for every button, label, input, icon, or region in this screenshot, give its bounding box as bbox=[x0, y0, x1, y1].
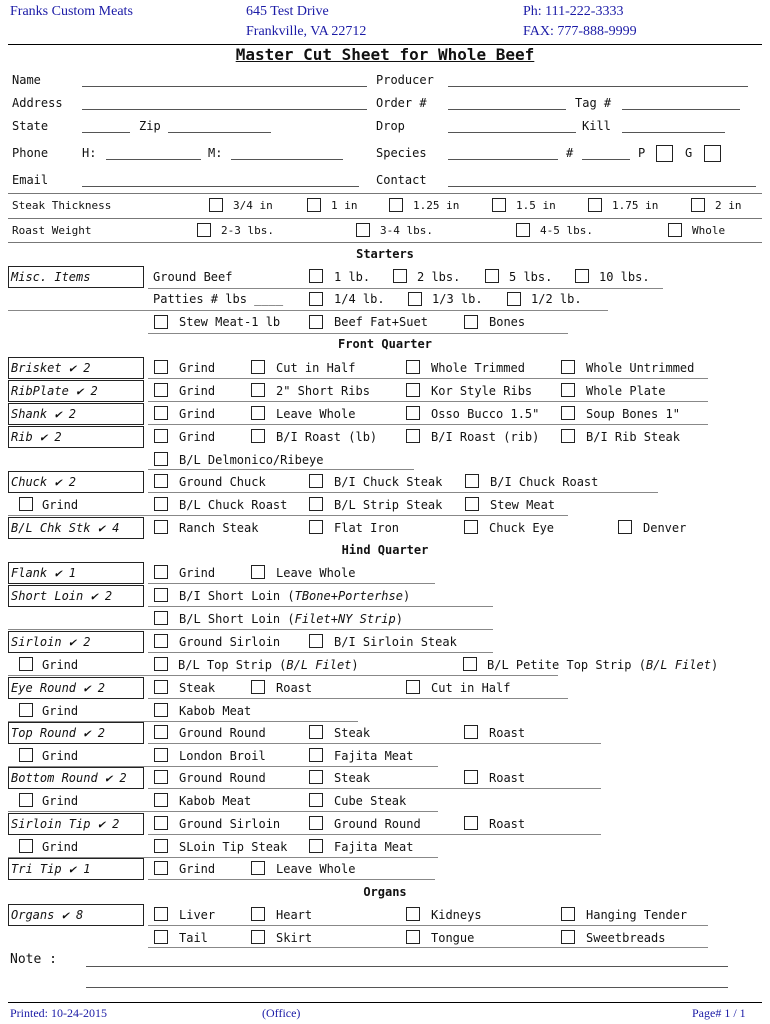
row-rule bbox=[8, 675, 558, 676]
hanging-tender-checkbox[interactable] bbox=[561, 907, 575, 921]
option-label: B/I Rib Steak bbox=[586, 430, 680, 444]
delmonico-checkbox[interactable] bbox=[154, 452, 168, 466]
row-rule bbox=[148, 492, 658, 493]
address-label: Address bbox=[12, 96, 63, 110]
top-round-fajita-checkbox[interactable] bbox=[309, 748, 323, 762]
beef-fat-checkbox[interactable] bbox=[309, 315, 323, 329]
section-starters: Starters bbox=[356, 247, 414, 261]
address-line-2: Frankville, VA 22712 bbox=[246, 24, 367, 39]
option-label: Grind bbox=[179, 361, 216, 375]
flank-grind-checkbox[interactable] bbox=[154, 565, 168, 579]
option-label: Kidneys bbox=[431, 908, 482, 922]
gb-option-label: 2 lbs. bbox=[417, 270, 461, 284]
row-rule bbox=[148, 288, 663, 289]
row-rule bbox=[148, 834, 601, 835]
gb-5lb-checkbox[interactable] bbox=[485, 269, 499, 283]
option-label: Kor Style Ribs bbox=[431, 384, 533, 398]
option-label: B/L Petite Top Strip (B/L Filet) bbox=[487, 658, 719, 672]
shank-label: Shank ✔ 2 bbox=[8, 403, 144, 425]
rib-roast-rib-checkbox[interactable] bbox=[406, 429, 420, 443]
state-label: State bbox=[12, 119, 49, 133]
bottom-round-steak-checkbox[interactable] bbox=[309, 770, 323, 784]
option-label: Flat Iron bbox=[334, 521, 400, 535]
eye-round-cut-half-checkbox[interactable] bbox=[406, 680, 420, 694]
row-rule bbox=[148, 469, 414, 470]
liver-checkbox[interactable] bbox=[154, 907, 168, 921]
row-rule bbox=[148, 788, 601, 789]
option-label: Cube Steak bbox=[334, 794, 407, 808]
thickness-1-25-checkbox[interactable] bbox=[389, 198, 403, 212]
zip-field[interactable] bbox=[168, 132, 271, 133]
order-field[interactable] bbox=[448, 109, 566, 110]
bl-short-loin-checkbox[interactable] bbox=[154, 611, 168, 625]
thickness-option-label: 3/4 in bbox=[233, 199, 273, 212]
stew-meat-label: Stew Meat-1 lb bbox=[179, 315, 281, 329]
ribplate-label: RibPlate ✔ 2 bbox=[8, 380, 144, 402]
ribplate-whole-plate-checkbox[interactable] bbox=[561, 383, 575, 397]
kidneys-checkbox[interactable] bbox=[406, 907, 420, 921]
divider bbox=[8, 193, 762, 194]
organs-label: Organs ✔ 8 bbox=[8, 904, 144, 926]
option-label: Sweetbreads bbox=[586, 931, 666, 945]
bi-short-loin-checkbox[interactable] bbox=[154, 588, 168, 602]
rib-label: Rib ✔ 2 bbox=[8, 426, 144, 448]
thickness-option-label: 1 in bbox=[331, 199, 358, 212]
option-label: B/I Sirloin Steak bbox=[334, 635, 457, 649]
gb-2lb-checkbox[interactable] bbox=[393, 269, 407, 283]
eye-round-steak-checkbox[interactable] bbox=[154, 680, 168, 694]
row-rule bbox=[8, 515, 568, 516]
row-rule bbox=[148, 401, 708, 402]
mobile-phone-field[interactable] bbox=[231, 159, 343, 160]
option-label: B/L Strip Steak bbox=[334, 498, 443, 512]
row-rule bbox=[148, 925, 708, 926]
london-broil-checkbox[interactable] bbox=[154, 748, 168, 762]
top-round-label: Top Round ✔ 2 bbox=[8, 722, 144, 744]
home-phone-field[interactable] bbox=[106, 159, 201, 160]
bottom-round-grind-checkbox[interactable] bbox=[19, 793, 33, 807]
chuck-steak-checkbox[interactable] bbox=[309, 474, 323, 488]
roast-2-3-checkbox[interactable] bbox=[197, 223, 211, 237]
thickness-3-4-checkbox[interactable] bbox=[209, 198, 223, 212]
option-label: B/L Top Strip (B/L Filet) bbox=[178, 658, 359, 672]
contact-field[interactable] bbox=[448, 186, 756, 187]
zip-label: Zip bbox=[139, 119, 161, 133]
sirloin-tip-label: Sirloin Tip ✔ 2 bbox=[8, 813, 144, 835]
bl-top-strip-checkbox[interactable] bbox=[154, 657, 168, 671]
office-label: (Office) bbox=[262, 1006, 301, 1020]
top-round-steak-checkbox[interactable] bbox=[309, 725, 323, 739]
chuck-roast-checkbox[interactable] bbox=[465, 474, 479, 488]
skirt-checkbox[interactable] bbox=[251, 930, 265, 944]
mobile-phone-label: M: bbox=[208, 146, 223, 160]
option-label: Roast bbox=[489, 726, 526, 740]
brisket-whole-trimmed-checkbox[interactable] bbox=[406, 360, 420, 374]
option-label: Steak bbox=[179, 681, 216, 695]
flank-leave-whole-checkbox[interactable] bbox=[251, 565, 265, 579]
brisket-label: Brisket ✔ 2 bbox=[8, 357, 144, 379]
patty-option-label: 1/3 lb. bbox=[432, 292, 483, 306]
brisket-whole-untrimmed-checkbox[interactable] bbox=[561, 360, 575, 374]
tri-tip-label: Tri Tip ✔ 1 bbox=[8, 858, 144, 880]
option-label: Grind bbox=[42, 749, 79, 763]
sirloin-tip-grind-checkbox[interactable] bbox=[19, 839, 33, 853]
row-rule bbox=[8, 811, 438, 812]
species-label: Species bbox=[376, 146, 427, 160]
species-field[interactable] bbox=[448, 159, 558, 160]
sloin-tip-steak-checkbox[interactable] bbox=[154, 839, 168, 853]
section-hind-quarter: Hind Quarter bbox=[341, 543, 429, 557]
option-label: Grind bbox=[42, 498, 79, 512]
option-label: Grind bbox=[179, 430, 216, 444]
row-rule bbox=[148, 743, 601, 744]
option-label: B/L Delmonico/Ribeye bbox=[179, 453, 324, 467]
top-round-grind-checkbox[interactable] bbox=[19, 748, 33, 762]
patty-quarter-checkbox[interactable] bbox=[309, 292, 323, 306]
contact-label: Contact bbox=[376, 173, 427, 187]
p-checkbox[interactable] bbox=[656, 145, 673, 162]
rib-grind-checkbox[interactable] bbox=[154, 429, 168, 443]
bl-petite-top-strip-checkbox[interactable] bbox=[463, 657, 477, 671]
page-number: Page# 1 / 1 bbox=[692, 1006, 746, 1020]
note-label: Note : bbox=[10, 952, 57, 967]
producer-label: Producer bbox=[376, 73, 434, 87]
option-label: Roast bbox=[276, 681, 313, 695]
tag-field[interactable] bbox=[622, 109, 740, 110]
roast-4-5-checkbox[interactable] bbox=[516, 223, 530, 237]
sirloin-label: Sirloin ✔ 2 bbox=[8, 631, 144, 653]
option-label: B/I Short Loin (TBone+Porterhse) bbox=[179, 589, 411, 603]
address-line-1: 645 Test Drive bbox=[246, 4, 329, 19]
bi-sirloin-steak-checkbox[interactable] bbox=[309, 634, 323, 648]
bl-chuck-roast-checkbox[interactable] bbox=[154, 497, 168, 511]
ground-chuck-checkbox[interactable] bbox=[154, 474, 168, 488]
brisket-cut-half-checkbox[interactable] bbox=[251, 360, 265, 374]
section-organs: Organs bbox=[363, 885, 407, 899]
rib-roast-lb-checkbox[interactable] bbox=[251, 429, 265, 443]
option-label: Grind bbox=[179, 566, 216, 580]
row-rule bbox=[148, 424, 708, 425]
chuck-label: Chuck ✔ 2 bbox=[8, 471, 144, 493]
gb-option-label: 5 lbs. bbox=[509, 270, 553, 284]
option-label: B/I Roast (rib) bbox=[431, 430, 540, 444]
email-label: Email bbox=[12, 173, 49, 187]
bl-strip-steak-checkbox[interactable] bbox=[309, 497, 323, 511]
option-label: Kabob Meat bbox=[179, 704, 252, 718]
option-label: Skirt bbox=[276, 931, 313, 945]
row-rule bbox=[148, 698, 568, 699]
steak-thickness-label: Steak Thickness bbox=[12, 199, 112, 212]
address-field[interactable] bbox=[82, 109, 367, 110]
row-rule bbox=[148, 333, 568, 334]
option-label: Denver bbox=[643, 521, 687, 535]
note-field-line-1[interactable] bbox=[86, 966, 728, 967]
bones-checkbox[interactable] bbox=[464, 315, 478, 329]
ground-beef-label: Ground Beef bbox=[153, 270, 233, 284]
p-label: P bbox=[638, 146, 646, 160]
bl-chk-stk-label: B/L Chk Stk ✔ 4 bbox=[8, 517, 144, 539]
option-label: Ranch Steak bbox=[179, 521, 259, 535]
option-label: B/I Chuck Steak bbox=[334, 475, 443, 489]
option-label: Ground Sirloin bbox=[179, 635, 281, 649]
eye-round-kabob-checkbox[interactable] bbox=[154, 703, 168, 717]
option-label: Fajita Meat bbox=[334, 840, 414, 854]
drop-field[interactable] bbox=[448, 132, 576, 133]
shank-grind-checkbox[interactable] bbox=[154, 406, 168, 420]
thickness-1-5-checkbox[interactable] bbox=[492, 198, 506, 212]
note-field-line-2[interactable] bbox=[86, 987, 728, 988]
eye-round-label: Eye Round ✔ 2 bbox=[8, 677, 144, 699]
chuck-eye-checkbox[interactable] bbox=[464, 520, 478, 534]
tail-checkbox[interactable] bbox=[154, 930, 168, 944]
roast-weight-label: Roast Weight bbox=[12, 224, 92, 237]
option-label: Cut in Half bbox=[431, 681, 511, 695]
row-rule bbox=[8, 629, 493, 630]
ribplate-kor-style-checkbox[interactable] bbox=[406, 383, 420, 397]
option-label: Tongue bbox=[431, 931, 475, 945]
option-label: B/I Roast (lb) bbox=[276, 430, 378, 444]
name-label: Name bbox=[12, 73, 41, 87]
ranch-steak-checkbox[interactable] bbox=[154, 520, 168, 534]
thickness-1-checkbox[interactable] bbox=[307, 198, 321, 212]
option-label: Kabob Meat bbox=[179, 794, 252, 808]
option-label: Cut in Half bbox=[276, 361, 356, 375]
option-label: B/I Chuck Roast bbox=[490, 475, 599, 489]
option-label: Steak bbox=[334, 771, 371, 785]
patty-option-label: 1/4 lb. bbox=[334, 292, 385, 306]
option-label: Chuck Eye bbox=[489, 521, 555, 535]
printed-date: Printed: 10-24-2015 bbox=[10, 1006, 107, 1020]
row-rule bbox=[148, 606, 493, 607]
name-field[interactable] bbox=[82, 86, 367, 87]
bottom-round-kabob-checkbox[interactable] bbox=[154, 793, 168, 807]
roast-3-4-checkbox[interactable] bbox=[356, 223, 370, 237]
eye-round-grind-checkbox[interactable] bbox=[19, 703, 33, 717]
phone-label: Phone bbox=[12, 146, 49, 160]
heart-checkbox[interactable] bbox=[251, 907, 265, 921]
divider bbox=[8, 242, 762, 243]
option-label: Grind bbox=[42, 794, 79, 808]
thickness-option-label: 1.25 in bbox=[413, 199, 460, 212]
option-label: Ground Round bbox=[179, 771, 266, 785]
short-loin-label: Short Loin ✔ 2 bbox=[8, 585, 144, 607]
roast-option-label: 4-5 lbs. bbox=[540, 224, 593, 237]
shank-soup-bones-checkbox[interactable] bbox=[561, 406, 575, 420]
roast-option-label: 3-4 lbs. bbox=[380, 224, 433, 237]
thickness-option-label: 1.5 in bbox=[516, 199, 556, 212]
row-rule bbox=[148, 378, 708, 379]
option-label: Grind bbox=[179, 407, 216, 421]
gb-option-label: 1 lb. bbox=[334, 270, 371, 284]
flank-label: Flank ✔ 1 bbox=[8, 562, 144, 584]
brisket-grind-checkbox[interactable] bbox=[154, 360, 168, 374]
count-label: # bbox=[566, 146, 574, 160]
option-label: Osso Bucco 1.5" bbox=[431, 407, 540, 421]
bones-label: Bones bbox=[489, 315, 526, 329]
option-label: SLoin Tip Steak bbox=[179, 840, 288, 854]
row-rule bbox=[148, 879, 435, 880]
ribplate-grind-checkbox[interactable] bbox=[154, 383, 168, 397]
misc-items-label: Misc. Items bbox=[8, 266, 144, 288]
divider bbox=[8, 218, 762, 219]
option-label: Grind bbox=[42, 704, 79, 718]
sweetbreads-checkbox[interactable] bbox=[561, 930, 575, 944]
option-label: Whole Untrimmed bbox=[586, 361, 695, 375]
option-label: Ground Sirloin bbox=[179, 817, 281, 831]
page-title: Master Cut Sheet for Whole Beef bbox=[235, 45, 535, 64]
gb-10lb-checkbox[interactable] bbox=[575, 269, 589, 283]
sirloin-tip-ground-round-checkbox[interactable] bbox=[309, 816, 323, 830]
bottom-round-ground-checkbox[interactable] bbox=[154, 770, 168, 784]
option-label: Leave Whole bbox=[276, 407, 356, 421]
option-label: Leave Whole bbox=[276, 566, 356, 580]
flat-iron-checkbox[interactable] bbox=[309, 520, 323, 534]
roast-option-label: Whole bbox=[692, 224, 726, 237]
option-label: Stew Meat bbox=[490, 498, 556, 512]
thickness-option-label: 2 in bbox=[715, 199, 742, 212]
thickness-2-checkbox[interactable] bbox=[691, 198, 705, 212]
option-label: Ground Round bbox=[179, 726, 266, 740]
row-rule bbox=[148, 583, 435, 584]
ribplate-short-ribs-checkbox[interactable] bbox=[251, 383, 265, 397]
rib-steak-checkbox[interactable] bbox=[561, 429, 575, 443]
order-label: Order # bbox=[376, 96, 427, 110]
top-round-ground-checkbox[interactable] bbox=[154, 725, 168, 739]
kill-label: Kill bbox=[582, 119, 611, 133]
company-name: Franks Custom Meats bbox=[10, 4, 133, 19]
row-rule bbox=[8, 310, 608, 311]
option-label: Grind bbox=[179, 862, 216, 876]
shank-osso-bucco-checkbox[interactable] bbox=[406, 406, 420, 420]
option-label: Grind bbox=[42, 658, 79, 672]
footer-divider bbox=[8, 1002, 762, 1003]
company-fax: FAX: 777-888-9999 bbox=[523, 24, 637, 39]
count-field[interactable] bbox=[582, 159, 630, 160]
drop-label: Drop bbox=[376, 119, 405, 133]
patty-option-label: 1/2 lb. bbox=[531, 292, 582, 306]
email-field[interactable] bbox=[82, 186, 359, 187]
option-label: Tail bbox=[179, 931, 208, 945]
option-label: Hanging Tender bbox=[586, 908, 688, 922]
sirloin-grind-checkbox[interactable] bbox=[19, 657, 33, 671]
beef-fat-label: Beef Fat+Suet bbox=[334, 315, 428, 329]
option-label: 2" Short Ribs bbox=[276, 384, 370, 398]
option-label: Grind bbox=[179, 384, 216, 398]
bottom-round-label: Bottom Round ✔ 2 bbox=[8, 767, 144, 789]
option-label: Whole Plate bbox=[586, 384, 666, 398]
tongue-checkbox[interactable] bbox=[406, 930, 420, 944]
option-label: Fajita Meat bbox=[334, 749, 414, 763]
thickness-option-label: 1.75 in bbox=[612, 199, 659, 212]
patty-half-checkbox[interactable] bbox=[507, 292, 521, 306]
g-checkbox[interactable] bbox=[704, 145, 721, 162]
company-phone: Ph: 111-222-3333 bbox=[523, 4, 624, 19]
denver-checkbox[interactable] bbox=[618, 520, 632, 534]
tag-label: Tag # bbox=[575, 96, 612, 110]
option-label: Heart bbox=[276, 908, 313, 922]
home-phone-label: H: bbox=[82, 146, 97, 160]
row-rule bbox=[148, 947, 708, 948]
option-label: B/L Short Loin (Filet+NY Strip) bbox=[179, 612, 403, 626]
option-label: Grind bbox=[42, 840, 79, 854]
ground-sirloin-checkbox[interactable] bbox=[154, 634, 168, 648]
option-label: Liver bbox=[179, 908, 216, 922]
gb-1lb-checkbox[interactable] bbox=[309, 269, 323, 283]
shank-leave-whole-checkbox[interactable] bbox=[251, 406, 265, 420]
kill-field[interactable] bbox=[622, 132, 725, 133]
g-label: G bbox=[685, 146, 693, 160]
roast-option-label: 2-3 lbs. bbox=[221, 224, 274, 237]
stew-meat-checkbox[interactable] bbox=[154, 315, 168, 329]
cube-steak-checkbox[interactable] bbox=[309, 793, 323, 807]
section-front-quarter: Front Quarter bbox=[338, 337, 432, 351]
option-label: Roast bbox=[489, 817, 526, 831]
bottom-round-roast-checkbox[interactable] bbox=[464, 770, 478, 784]
option-label: London Broil bbox=[179, 749, 266, 763]
option-label: Steak bbox=[334, 726, 371, 740]
option-label: Soup Bones 1" bbox=[586, 407, 680, 421]
option-label: Ground Round bbox=[334, 817, 421, 831]
sirloin-tip-ground-sirloin-checkbox[interactable] bbox=[154, 816, 168, 830]
eye-round-roast-checkbox[interactable] bbox=[251, 680, 265, 694]
top-round-roast-checkbox[interactable] bbox=[464, 725, 478, 739]
sirloin-tip-fajita-checkbox[interactable] bbox=[309, 839, 323, 853]
row-rule bbox=[148, 652, 493, 653]
option-label: Ground Chuck bbox=[179, 475, 266, 489]
producer-field[interactable] bbox=[448, 86, 748, 87]
state-field[interactable] bbox=[82, 132, 130, 133]
option-label: Leave Whole bbox=[276, 862, 356, 876]
tri-tip-grind-checkbox[interactable] bbox=[154, 861, 168, 875]
tri-tip-leave-whole-checkbox[interactable] bbox=[251, 861, 265, 875]
chuck-grind-checkbox[interactable] bbox=[19, 497, 33, 511]
option-label: Whole Trimmed bbox=[431, 361, 525, 375]
patty-third-checkbox[interactable] bbox=[408, 292, 422, 306]
gb-option-label: 10 lbs. bbox=[599, 270, 650, 284]
thickness-1-75-checkbox[interactable] bbox=[588, 198, 602, 212]
stew-meat-chuck-checkbox[interactable] bbox=[465, 497, 479, 511]
option-label: Roast bbox=[489, 771, 526, 785]
option-label: B/L Chuck Roast bbox=[179, 498, 288, 512]
roast-whole-checkbox[interactable] bbox=[668, 223, 682, 237]
sirloin-tip-roast-checkbox[interactable] bbox=[464, 816, 478, 830]
patties-label: Patties # lbs ____ bbox=[153, 292, 284, 306]
